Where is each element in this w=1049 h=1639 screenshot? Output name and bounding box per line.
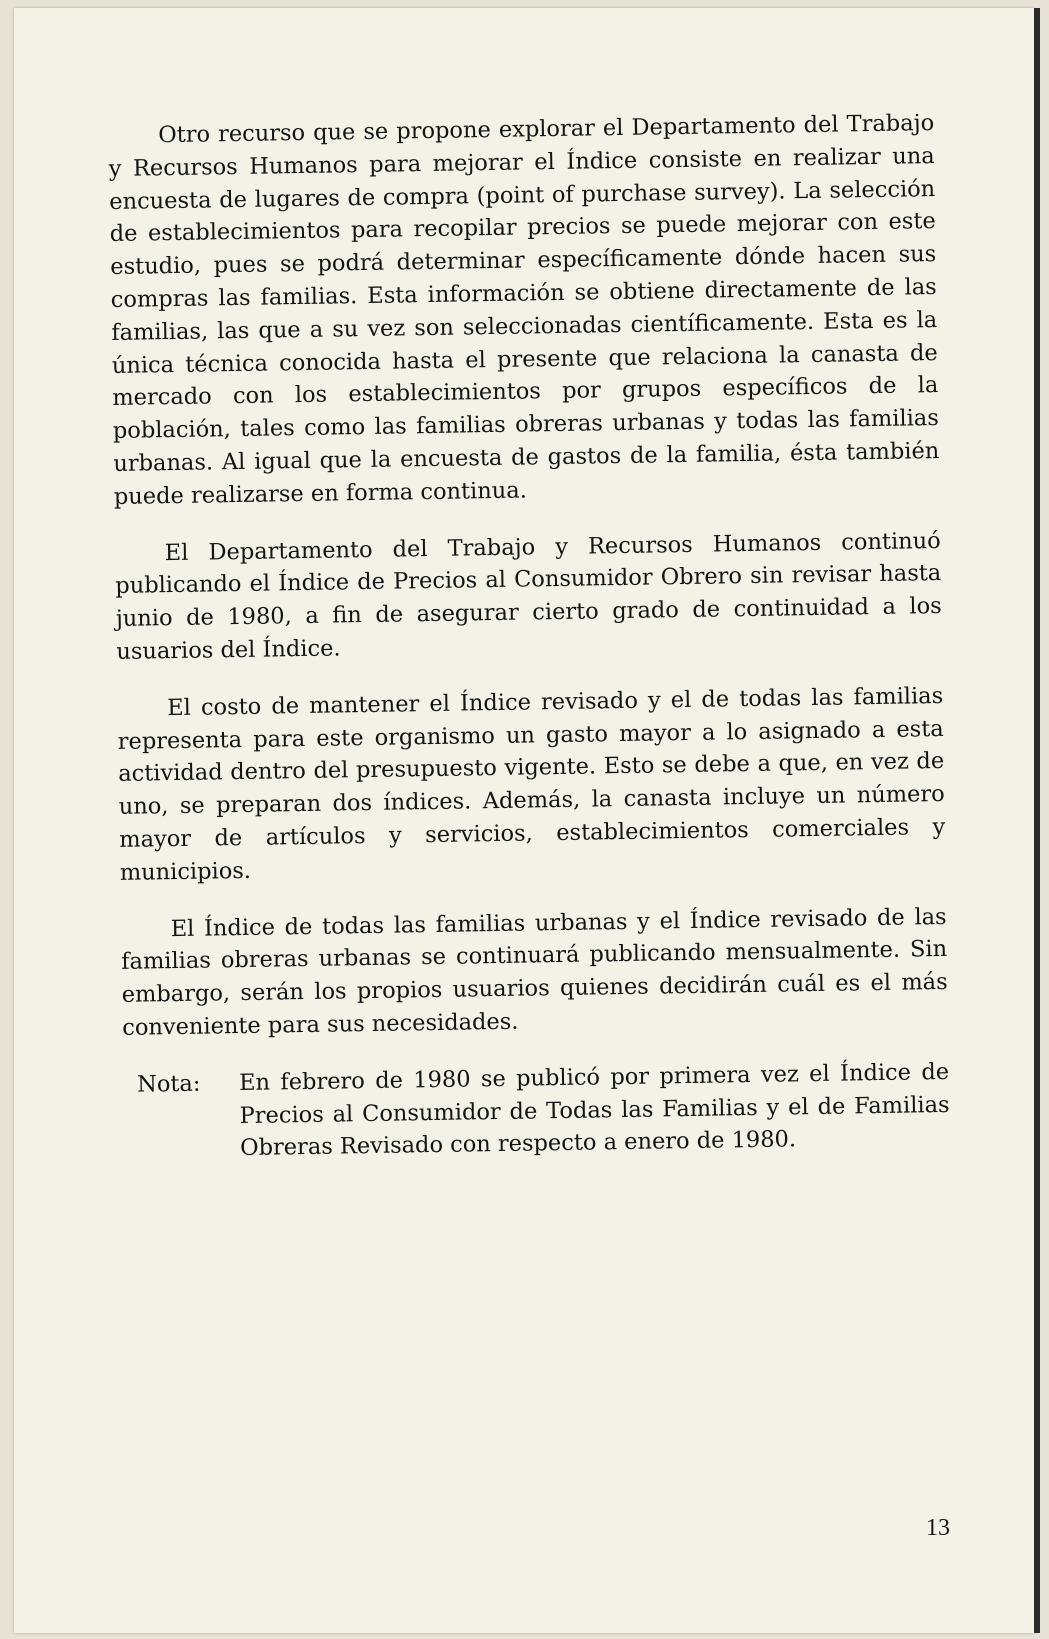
paragraph-continuity: El Departamento del Trabajo y Recursos Humanos continuó publicando el Índice de Precios al Consumidor Obrero sin revisar hasta junio de 1980, a fin de asegurar cierto grado de continuidad a los usuarios del Índice.: [115, 527, 942, 665]
note: [123, 1056, 950, 1167]
page-body: [108, 107, 950, 1167]
page-number: 13: [926, 1515, 950, 1541]
page-sheet: [14, 8, 1034, 1633]
note-text: En febrero de 1980 se publicó por primera vez el Índice de Precios al Consumidor de Todas las Familias y el de Familias Obreras Revisado con respecto a enero de 1980.: [238, 1058, 950, 1162]
paragraph-monthly-publication: El Índice de todas las familias urbanas y el Índice revisado de las familias obreras urbanas se continuará publicando mensualmente. Sin embargo, serán los propios usuarios quienes decidirán cuál es el más conveniente para sus necesidades.: [121, 903, 948, 1041]
note-label: Nota:: [136, 1070, 201, 1098]
paragraph-cost: El costo de mantener el Índice revisado y el de todas las familias representa para este organismo un gasto mayor a lo asignado a esta actividad dentro del presupuesto vigente. Esto se debe a que, en vez de uno, se preparan dos índices. Además, la canasta incluye un número mayor de artículos y servicios, establecimientos comerciales y municipios.: [117, 682, 946, 886]
paragraph-point-of-purchase: Otro recurso que se propone explorar el Departamento del Trabajo y Recursos Humanos para mejorar el Índice consiste en realizar una encuesta de lugares de compra (point of purchase survey). La selección de establecimientos para recopilar precios se puede mejorar con este estudio, pues se podrá determinar específicamente dónde hacen sus compras las familias. Esta información se obtiene directamente de las familias, las que a su vez son seleccionadas científicamente. Esta es la única técnica conocida hasta el presente que relaciona la canasta de mercado con los establecimientos por grupos específicos de la población, tales como las familias obreras urbanas y todas las familias urbanas. Al igual que la encuesta de gastos de la familia, ésta también puede realizarse en forma continua.: [108, 110, 940, 510]
